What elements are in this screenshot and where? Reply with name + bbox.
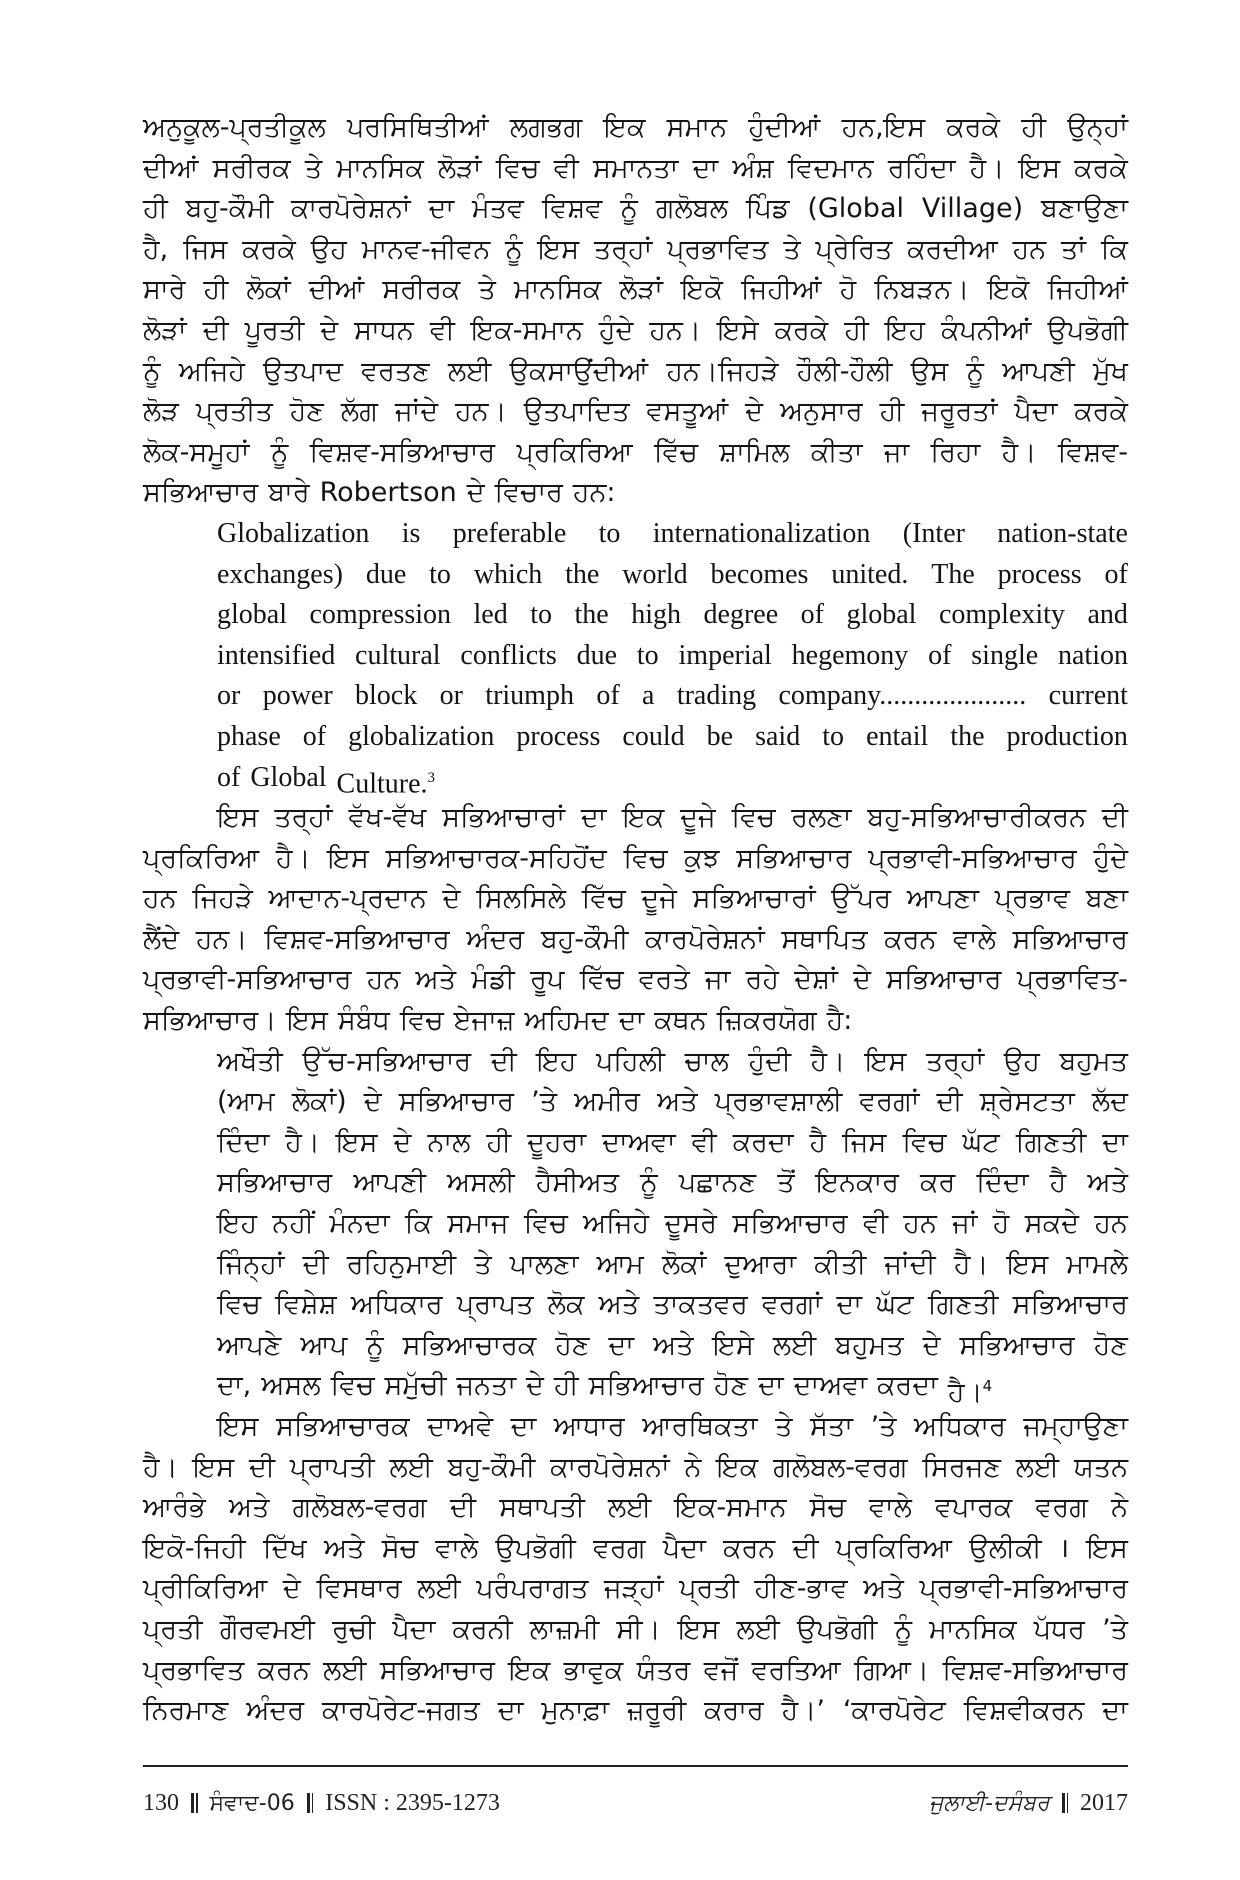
paragraph-1-line: ਦੀਆਂ ਸਰੀਰਕ ਤੇ ਮਾਨਸਿਕ ਲੋੜਾਂ ਵਿਚ ਵੀ ਸਮਾਨਤਾ ਦਾ ਅੰਸ਼ ਵਿਦਮਾਨ ਰਹਿੰਦਾ ਹੈ। ਇਸ ਕਰਕੇ xyxy=(143,152,1128,184)
quote-punjabi-line: ਸਭਿਆਚਾਰ ਆਪਣੀ ਅਸਲੀ ਹੈਸੀਅਤ ਨੂੰ ਪਛਾਨਣ ਤੋਂ ਇਨਕਾਰ ਕਰ ਦਿੰਦਾ ਹੈ ਅਤੇ xyxy=(217,1167,1128,1199)
paragraph-3-line: ਪ੍ਰਭਾਵਿਤ ਕਰਨ ਲਈ ਸਭਿਆਚਾਰ ਇਕ ਭਾਵੁਕ ਯੰਤਰ ਵਜੋਂ ਵਰਤਿਆ ਗਿਆ। ਵਿਸ਼ਵ-ਸਭਿਆਚਾਰ xyxy=(143,1654,1128,1686)
paragraph-2-line: ਲੈਂਦੇ ਹਨ। ਵਿਸ਼ਵ-ਸਭਿਆਚਾਰ ਅੰਦਰ ਬਹੁ-ਕੌਮੀ ਕਾਰਪੋਰੇਸ਼ਨਾਂ ਸਥਾਪਿਤ ਕਰਨ ਵਾਲੇ ਸਭਿਆਚਾਰ xyxy=(143,923,1128,955)
article-body xyxy=(143,108,1128,1732)
quote-punjabi-line: ਵਿਚ ਵਿਸ਼ੇਸ਼ ਅਧਿਕਾਰ ਪ੍ਰਾਪਤ ਲੋਕ ਅਤੇ ਤਾਕਤਵਰ ਵਰਗਾਂ ਦਾ ਘੱਟ ਗਿਣਤੀ ਸਭਿਆਚਾਰ xyxy=(217,1289,1128,1321)
quote-english-line: exchanges) due to which the world becomes united. The process of xyxy=(217,558,1128,590)
quote-english-line: of Global Culture.$^3$ xyxy=(217,761,436,799)
paragraph-3-line: ਇਸ ਸਭਿਆਚਾਰਕ ਦਾਅਵੇ ਦਾ ਆਧਾਰ ਆਰਥਿਕਤਾ ਤੇ ਸੱਤਾ ’ਤੇ ਅਧਿਕਾਰ ਜਮ੍ਹਾਉਣਾ xyxy=(217,1411,1128,1442)
separator-icon xyxy=(1062,1793,1069,1813)
page-footer xyxy=(143,1783,1128,1823)
paragraph-1-line: ਹੀ ਬਹੁ-ਕੌਮੀ ਕਾਰਪੋਰੇਸ਼ਨਾਂ ਦਾ ਮੰਤਵ ਵਿਸ਼ਵ ਨੂੰ ਗਲੋਬਲ ਪਿੰਡ (Global Village) ਬਣਾਉਣਾ xyxy=(143,193,1128,225)
quote-punjabi-line: ਜਿੰਨ੍ਹਾਂ ਦੀ ਰਹਿਨੁਮਾਈ ਤੇ ਪਾਲਣਾ ਆਮ ਲੋਕਾਂ ਦੁਆਰਾ ਕੀਤੀ ਜਾਂਦੀ ਹੈ। ਇਸ ਮਾਮਲੇ xyxy=(217,1248,1128,1280)
quote-english-line: global compression led to the high degree of global complexity and xyxy=(217,599,1128,631)
paragraph-1-line: ਨੂੰ ਅਜਿਹੇ ਉਤਪਾਦ ਵਰਤਣ ਲਈ ਉਕਸਾਉਂਦੀਆਂ ਹਨ।ਜਿਹੜੇ ਹੌਲੀ-ਹੌਲੀ ਉਸ ਨੂੰ ਆਪਣੀ ਮੁੱਖ xyxy=(143,355,1128,387)
paragraph-1-line: ਹੈ, ਜਿਸ ਕਰਕੇ ਉਹ ਮਾਨਵ-ਜੀਵਨ ਨੂੰ ਇਸ ਤਰ੍ਹਾਂ ਪ੍ਰਭਾਵਿਤ ਤੇ ਪ੍ਰੇਰਿਤ ਕਰਦੀਆ ਹਨ ਤਾਂ ਕਿ xyxy=(143,233,1128,265)
quote-punjabi-line: ਆਪਣੇ ਆਪ ਨੂੰ ਸਭਿਆਚਾਰਕ ਹੋਣ ਦਾ ਅਤੇ ਇਸੇ ਲਈ ਬਹੁਮਤ ਦੇ ਸਭਿਆਚਾਰ ਹੋਣ xyxy=(217,1329,1128,1361)
footer-right xyxy=(929,1790,1128,1817)
separator-icon xyxy=(191,1793,198,1813)
paragraph-3-line: ਪ੍ਰੀਕਿਰਿਆ ਦੇ ਵਿਸਥਾਰ ਲਈ ਪਰੰਪਰਾਗਤ ਜੜ੍ਹਾਂ ਪ੍ਰਤੀ ਹੀਣ-ਭਾਵ ਅਤੇ ਪ੍ਰਭਾਵੀ-ਸਭਿਆਚਾਰ xyxy=(143,1573,1128,1605)
paragraph-2-line: ਇਸ ਤਰ੍ਹਾਂ ਵੱਖ-ਵੱਖ ਸਭਿਆਚਾਰਾਂ ਦਾ ਇਕ ਦੂਜੇ ਵਿਚ ਰਲਣਾ ਬਹੁ-ਸਭਿਆਚਾਰੀਕਰਨ ਦੀ xyxy=(217,802,1128,834)
issue-months: ਜੁਲਾਈ-ਦਸੰਬਰ xyxy=(929,1790,1050,1816)
paragraph-3-line: ਨਿਰਮਾਣ ਅੰਦਰ ਕਾਰਪੋਰੇਟ-ਜਗਤ ਦਾ ਮੁਨਾਫ਼ਾ ਜ਼ਰੂਰੀ ਕਰਾਰ ਹੈ।’ ‘ਕਾਰਪੋਰੇਟ ਵਿਸ਼ਵੀਕਰਨ ਦਾ xyxy=(143,1695,1128,1727)
footer-left xyxy=(143,1790,500,1817)
paragraph-1-line: ਲੋਕ-ਸਮੂਹਾਂ ਨੂੰ ਵਿਸ਼ਵ-ਸਭਿਆਚਾਰ ਪ੍ਰਕਿਰਿਆ ਵਿੱਚ ਸ਼ਾਮਿਲ ਕੀਤਾ ਜਾ ਰਿਹਾ ਹੈ। ਵਿਸ਼ਵ- xyxy=(143,436,1128,468)
paragraph-2-line: ਹਨ ਜਿਹੜੇ ਆਦਾਨ-ਪ੍ਰਦਾਨ ਦੇ ਸਿਲਸਿਲੇ ਵਿੱਚ ਦੂਜੇ ਸਭਿਆਚਾਰਾਂ ਉੱਪਰ ਆਪਣਾ ਪ੍ਰਭਾਵ ਬਣਾ xyxy=(143,883,1128,915)
paragraph-3-line: ਹੈ। ਇਸ ਦੀ ਪ੍ਰਾਪਤੀ ਲਈ ਬਹੁ-ਕੌਮੀ ਕਾਰਪੋਰੇਸ਼ਨਾਂ ਨੇ ਇਕ ਗਲੋਬਲ-ਵਰਗ ਸਿਰਜਣ ਲਈ ਯਤਨ xyxy=(143,1451,1128,1483)
paragraph-1-line: ਸਭਿਆਚਾਰ ਬਾਰੇ Robertson ਦੇ ਵਿਚਾਰ ਹਨ: xyxy=(143,477,616,509)
footer-divider xyxy=(143,1765,1128,1767)
paragraph-3-line: ਪ੍ਰਤੀ ਗੌਰਵਮਈ ਰੁਚੀ ਪੈਦਾ ਕਰਨੀ ਲਾਜ਼ਮੀ ਸੀ। ਇਸ ਲਈ ਉਪਭੋਗੀ ਨੂੰ ਮਾਨਸਿਕ ਪੱਧਰ ’ਤੇ xyxy=(143,1613,1128,1645)
paragraph-3-line: ਆਰੰਭੇ ਅਤੇ ਗਲੋਬਲ-ਵਰਗ ਦੀ ਸਥਾਪਤੀ ਲਈ ਇਕ-ਸਮਾਨ ਸੋਚ ਵਾਲੇ ਵਪਾਰਕ ਵਰਗ ਨੇ xyxy=(143,1492,1128,1524)
separator-icon xyxy=(307,1793,314,1813)
journal-name: ਸੰਵਾਦ-06 xyxy=(209,1790,295,1816)
quote-punjabi-line: ਦਾ, ਅਸਲ ਵਿਚ ਸਮੁੱਚੀ ਜਨਤਾ ਦੇ ਹੀ ਸਭਿਆਚਾਰ ਹੋਣ ਦਾ ਦਾਅਵਾ ਕਰਦਾ ਹੈ।$^4$ xyxy=(217,1370,993,1409)
footnote-marker: 3 xyxy=(427,769,436,786)
quote-english-line: intensified cultural conflicts due to imperial hegemony of single nation xyxy=(217,639,1128,671)
page-number: 130 xyxy=(143,1789,179,1816)
paragraph-1-line: ਲੋੜ ਪ੍ਰਤੀਤ ਹੋਣ ਲੱਗ ਜਾਂਦੇ ਹਨ। ਉਤਪਾਦਿਤ ਵਸਤੂਆਂ ਦੇ ਅਨੁਸਾਰ ਹੀ ਜਰੂਰਤਾਂ ਪੈਦਾ ਕਰਕੇ xyxy=(143,396,1128,428)
issn: ISSN : 2395-1273 xyxy=(325,1789,500,1816)
paragraph-1-line: ਸਾਰੇ ਹੀ ਲੋਕਾਂ ਦੀਆਂ ਸਰੀਰਕ ਤੇ ਮਾਨਸਿਕ ਲੋੜਾਂ ਇਕੋ ਜਿਹੀਆਂ ਹੋ ਨਿਬੜਨ। ਇਕੋ ਜਿਹੀਆਂ xyxy=(143,274,1128,306)
paragraph-1-line: ਅਨੁਕੂਲ-ਪ੍ਰਤੀਕੂਲ ਪਰਸਿਥਿਤੀਆਂ ਲਗਭਗ ਇਕ ਸਮਾਨ ਹੁੰਦੀਆਂ ਹਨ,ਇਸ ਕਰਕੇ ਹੀ ਉਨ੍ਹਾਂ xyxy=(143,112,1128,143)
footnote-marker: 4 xyxy=(982,1377,993,1396)
quote-punjabi-line: ਦਿੰਦਾ ਹੈ। ਇਸ ਦੇ ਨਾਲ ਹੀ ਦੂਹਰਾ ਦਾਅਵਾ ਵੀ ਕਰਦਾ ਹੈ ਜਿਸ ਵਿਚ ਘੱਟ ਗਿਣਤੀ ਦਾ xyxy=(217,1126,1128,1158)
quote-english-line: phase of globalization process could be said to entail the production xyxy=(217,720,1128,752)
paragraph-2-line: ਪ੍ਰਭਾਵੀ-ਸਭਿਆਚਾਰ ਹਨ ਅਤੇ ਮੰਡੀ ਰੂਪ ਵਿੱਚ ਵਰਤੇ ਜਾ ਰਹੇ ਦੇਸ਼ਾਂ ਦੇ ਸਭਿਆਚਾਰ ਪ੍ਰਭਾਵਿਤ- xyxy=(143,964,1128,996)
quote-punjabi-line: ਇਹ ਨਹੀਂ ਮੰਨਦਾ ਕਿ ਸਮਾਜ ਵਿਚ ਅਜਿਹੇ ਦੂਸਰੇ ਸਭਿਆਚਾਰ ਵੀ ਹਨ ਜਾਂ ਹੋ ਸਕਦੇ ਹਨ xyxy=(217,1208,1128,1240)
quote-english-line: Globalization is preferable to internationalization (Inter nation-state xyxy=(217,517,1128,549)
quote-english-line: or power block or triumph of a trading company..................... current xyxy=(217,680,1128,712)
paragraph-2-line: ਪ੍ਰਕਿਰਿਆ ਹੈ। ਇਸ ਸਭਿਆਚਾਰਕ-ਸਹਿਹੋਂਦ ਵਿਚ ਕੁਝ ਸਭਿਆਚਾਰ ਪ੍ਰਭਾਵੀ-ਸਭਿਆਚਾਰ ਹੁੰਦੇ xyxy=(143,842,1128,874)
issue-year: 2017 xyxy=(1080,1789,1128,1816)
quote-punjabi-line: (ਆਮ ਲੋਕਾਂ) ਦੇ ਸਭਿਆਚਾਰ ’ਤੇ ਅਮੀਰ ਅਤੇ ਪ੍ਰਭਾਵਸ਼ਾਲੀ ਵਰਗਾਂ ਦੀ ਸ਼੍ਰੇਸਟਤਾ ਲੱਦ xyxy=(217,1086,1128,1118)
paragraph-2-line: ਸਭਿਆਚਾਰ। ਇਸ ਸੰਬੰਧ ਵਿਚ ਏਜਾਜ਼ ਅਹਿਮਦ ਦਾ ਕਥਨ ਜ਼ਿਕਰਯੋਗ ਹੈ: xyxy=(143,1005,853,1037)
paragraph-3-line: ਇਕੋ-ਜਿਹੀ ਦਿੱਖ ਅਤੇ ਸੋਚ ਵਾਲੇ ਉਪਭੋਗੀ ਵਰਗ ਪੈਦਾ ਕਰਨ ਦੀ ਪ੍ਰਕਿਰਿਆ ਉਲੀਕੀ । ਇਸ xyxy=(143,1532,1128,1564)
paragraph-1-line: ਲੋੜਾਂ ਦੀ ਪੂਰਤੀ ਦੇ ਸਾਧਨ ਵੀ ਇਕ-ਸਮਾਨ ਹੁੰਦੇ ਹਨ। ਇਸੇ ਕਰਕੇ ਹੀ ਇਹ ਕੰਪਨੀਆਂ ਉਪਭੋਗੀ xyxy=(143,314,1128,346)
quote-punjabi-line: ਅਖੌਤੀ ਉੱਚ-ਸਭਿਆਚਾਰ ਦੀ ਇਹ ਪਹਿਲੀ ਚਾਲ ਹੁੰਦੀ ਹੈ। ਇਸ ਤਰ੍ਹਾਂ ਉਹ ਬਹੁਮਤ xyxy=(217,1045,1128,1077)
